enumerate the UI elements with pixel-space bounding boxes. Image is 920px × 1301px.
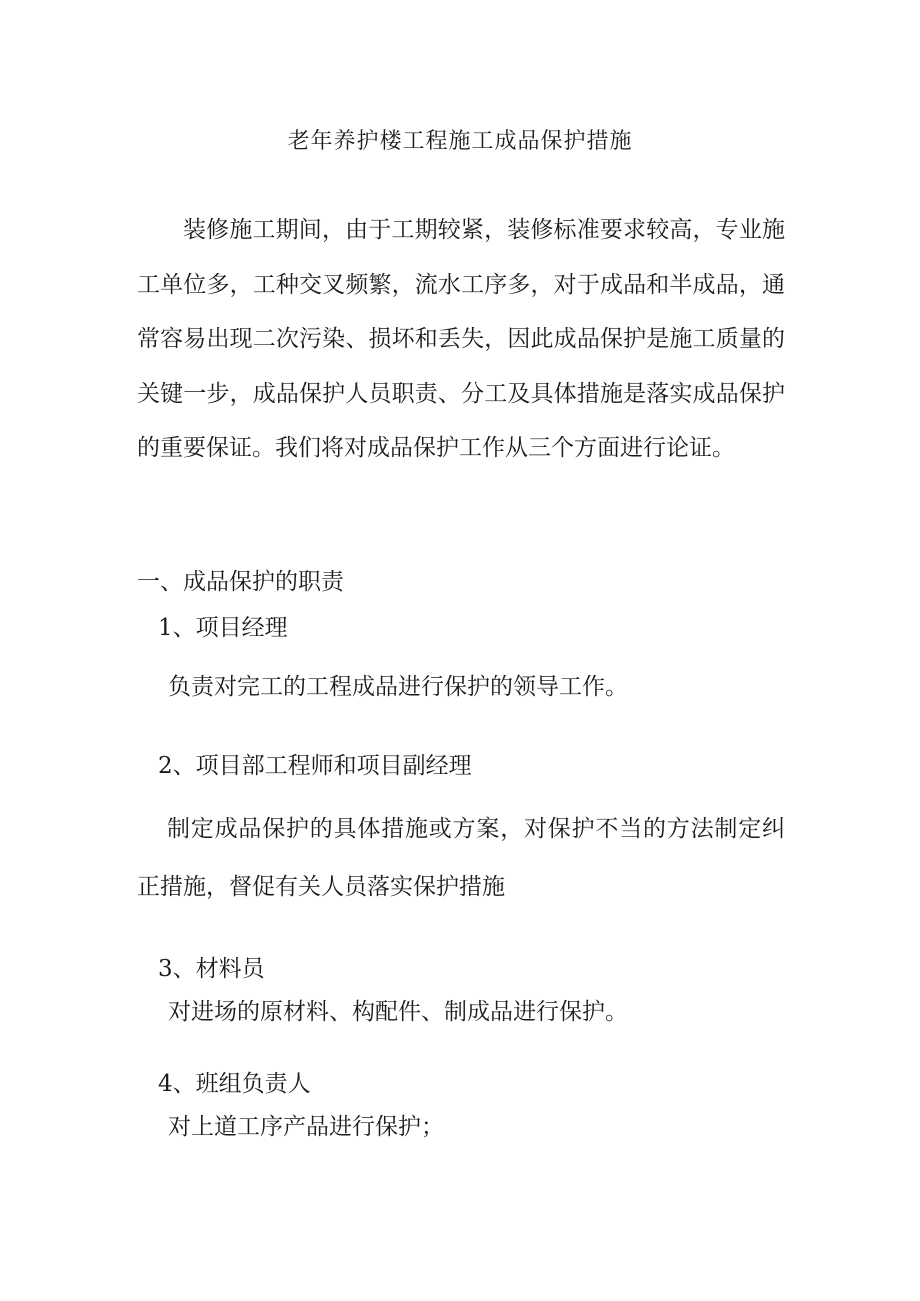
section-heading: 一、成品保护的职责 [137,569,344,595]
document-title: 老年养护楼工程施工成品保护措施 [287,129,633,154]
item-text-team-leader: 对上道工序产品进行保护； [168,1114,444,1140]
item-heading-project-manager: 1、项目经理 [158,615,288,641]
item-text-engineer: 制定成品保护的具体措施或方案，对保护不当的方法制定纠正措施，督促有关人员落实保护措施 [137,816,785,900]
item-heading-engineer: 2、项目部工程师和项目副经理 [158,753,472,779]
item-text-materials: 对进场的原材料、构配件、制成品进行保护。 [168,999,628,1025]
item-text-project-manager: 负责对完工的工程成品进行保护的领导工作。 [168,674,628,700]
item-heading-team-leader: 4、班组负责人 [158,1071,311,1097]
intro-paragraph: 装修施工期间，由于工期较紧，装修标准要求较高，专业施工单位多，工种交叉频繁，流水工序多，对于成品和半成品，通常容易出现二次污染、损坏和丢失，因此成品保护是施工质量的关键一步，成品保护人员职责、分工及具体措施是落实成品保护的重要保证。我们将对成品保护工作从三个方面进行论证。 [137,217,785,462]
item-heading-materials: 3、材料员 [158,956,265,982]
